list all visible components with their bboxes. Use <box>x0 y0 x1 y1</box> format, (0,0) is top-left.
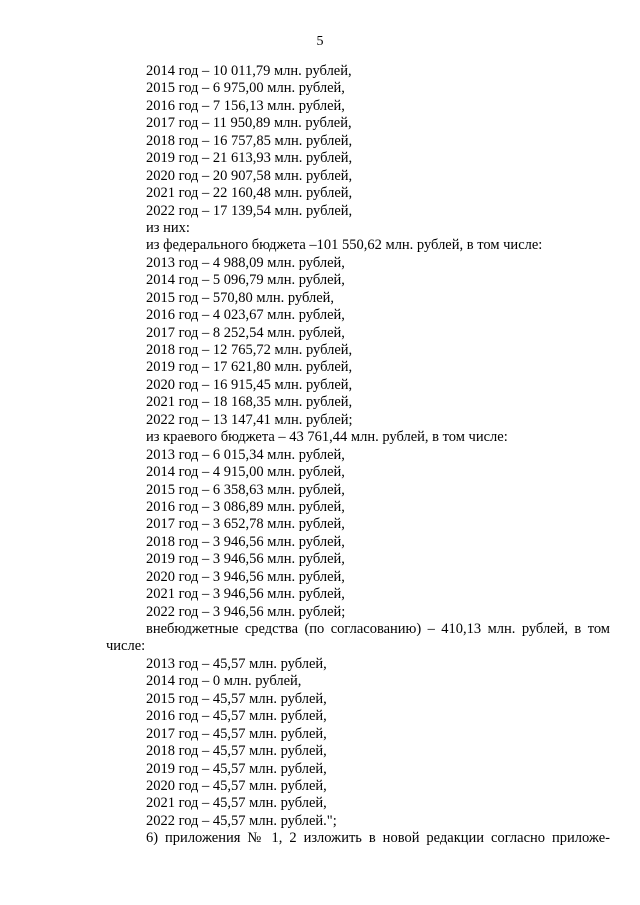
text-line: 2022 год – 45,57 млн. рублей."; <box>146 812 337 829</box>
text-line: 2014 год – 10 011,79 млн. рублей, <box>146 63 352 79</box>
text-line: из них: <box>146 219 190 236</box>
text-line: 2016 год – 7 156,13 млн. рублей, <box>146 97 345 114</box>
text-line: 2019 год – 21 613,93 млн. рублей, <box>146 150 353 167</box>
text-line: 2021 год – 18 168,35 млн. рублей, <box>146 394 353 411</box>
text-line: 6) приложения № 1, 2 изложить в новой редакции согласно приложе- <box>146 830 610 847</box>
text-line: 2022 год – 13 147,41 млн. рублей; <box>146 411 353 428</box>
text-line: 2014 год – 0 млн. рублей, <box>146 673 302 690</box>
text-line: 2016 год – 45,57 млн. рублей, <box>146 708 327 725</box>
text-line: 2015 год – 6 975,00 млн. рублей, <box>146 80 345 97</box>
text-line: 2013 год – 6 015,34 млн. рублей, <box>146 446 345 463</box>
text-line: из краевого бюджета – 43 761,44 млн. рублей, в том числе: <box>146 429 508 446</box>
text-line: 2014 год – 4 915,00 млн. рублей, <box>146 464 345 481</box>
text-line: числе: <box>106 638 146 655</box>
text-line: 2013 год – 4 988,09 млн. рублей, <box>146 254 345 271</box>
text-line: внебюджетные средства (по согласованию) – 410,13 млн. рублей, в том <box>146 621 610 637</box>
text-line: из федерального бюджета –101 550,62 млн. рублей, в том числе: <box>146 237 543 254</box>
text-line: 2020 год – 3 946,56 млн. рублей, <box>146 568 345 585</box>
text-line: 2015 год – 45,57 млн. рублей, <box>146 690 327 707</box>
text-line: 2017 год – 45,57 млн. рублей, <box>146 725 327 742</box>
text-line: 2016 год – 3 086,89 млн. рублей, <box>146 498 345 515</box>
text-line: 2018 год – 12 765,72 млн. рублей, <box>146 342 353 358</box>
text-line: 2014 год – 5 096,79 млн. рублей, <box>146 272 345 289</box>
text-line: 2019 год – 45,57 млн. рублей, <box>146 760 327 777</box>
text-line: 2020 год – 16 915,45 млн. рублей, <box>146 376 353 393</box>
document-body <box>106 63 610 848</box>
text-line: 2017 год – 3 652,78 млн. рублей, <box>146 516 345 533</box>
text-line: 2017 год – 11 950,89 млн. рублей, <box>146 115 352 132</box>
text-line: 2020 год – 20 907,58 млн. рублей, <box>146 167 353 184</box>
text-line: 2019 год – 3 946,56 млн. рублей, <box>146 551 345 568</box>
text-line: 2020 год – 45,57 млн. рублей, <box>146 777 327 794</box>
text-line: 2016 год – 4 023,67 млн. рублей, <box>146 307 345 324</box>
text-line: 2019 год – 17 621,80 млн. рублей, <box>146 359 353 376</box>
text-line: 2013 год – 45,57 млн. рублей, <box>146 655 327 672</box>
text-line: 2021 год – 22 160,48 млн. рублей, <box>146 185 353 202</box>
text-line: 2021 год – 3 946,56 млн. рублей, <box>146 586 345 603</box>
page-number: 5 <box>316 34 324 49</box>
text-line: 2022 год – 3 946,56 млн. рублей; <box>146 603 346 620</box>
text-line: 2018 год – 16 757,85 млн. рублей, <box>146 132 353 149</box>
text-line: 2018 год – 3 946,56 млн. рублей, <box>146 533 345 550</box>
text-line: 2018 год – 45,57 млн. рублей, <box>146 743 327 760</box>
text-line: 2015 год – 570,80 млн. рублей, <box>146 289 335 306</box>
text-line: 2021 год – 45,57 млн. рублей, <box>146 795 327 812</box>
text-line: 2022 год – 17 139,54 млн. рублей, <box>146 202 353 219</box>
text-line: 2015 год – 6 358,63 млн. рублей, <box>146 481 345 498</box>
text-line: 2017 год – 8 252,54 млн. рублей, <box>146 324 345 341</box>
